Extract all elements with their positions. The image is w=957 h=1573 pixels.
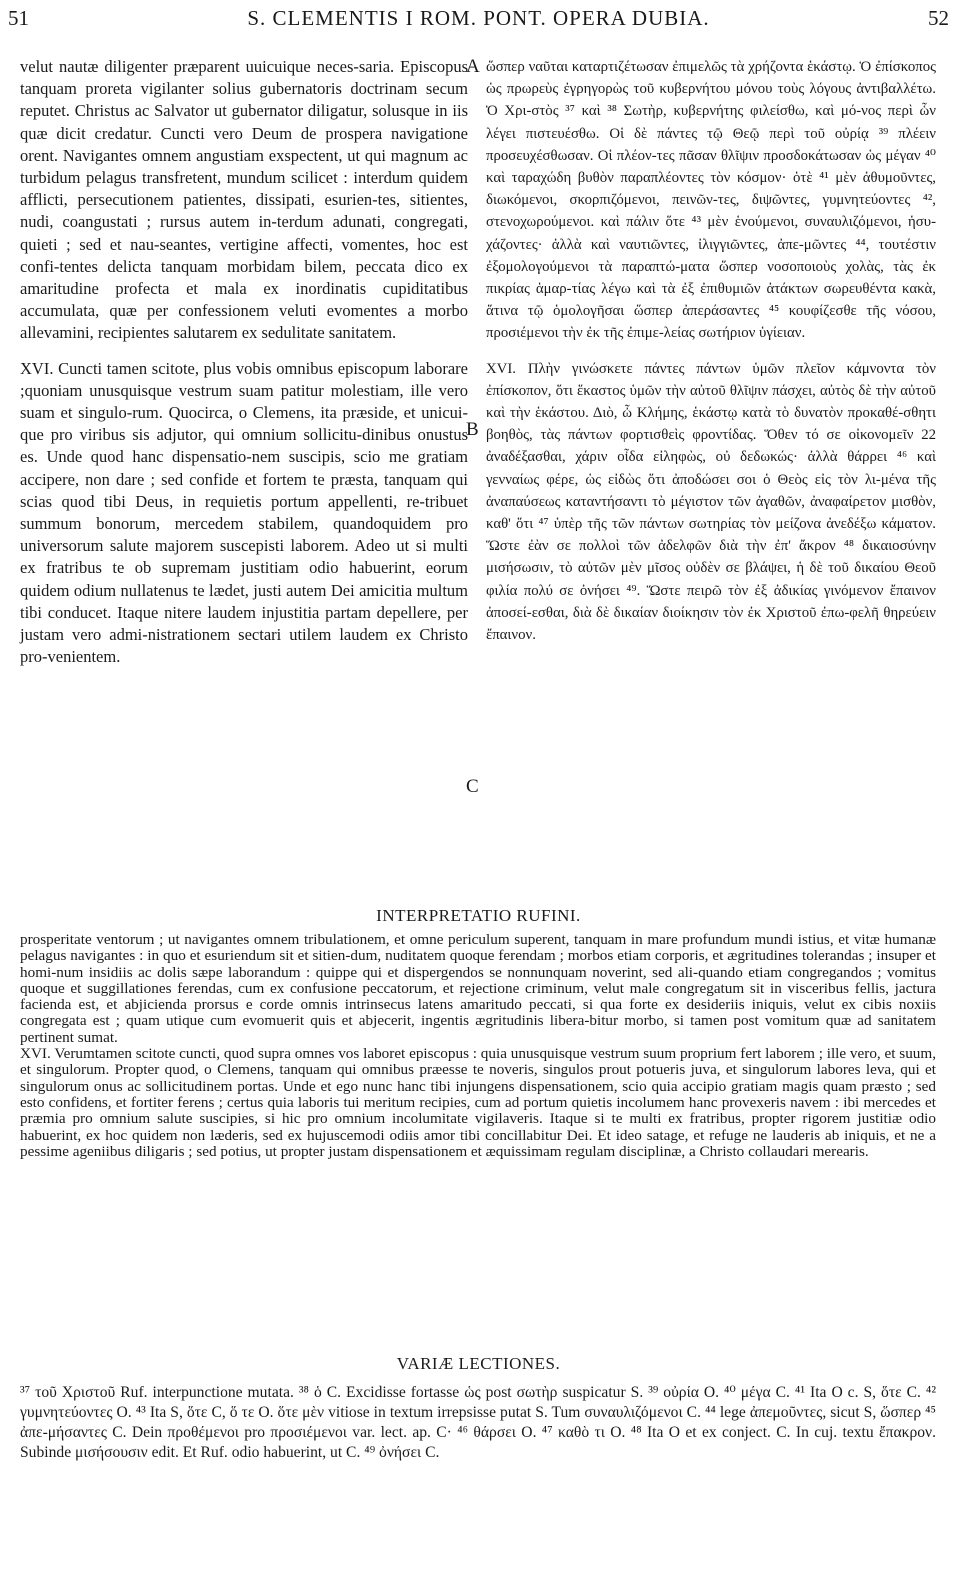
latin-paragraph-2: XVI. Cuncti tamen scitote, plus vobis omnibus episcopum laborare ;quoniam unusquisque vestrum suam patitur molestiam, ille vero suam et singulo-rum. Quocirca, o Clemens, ita præside, et unicui-que pro viribus sis adjutor, qui omnium sollicitu-dinibus onustus es. Unde quod hanc dispensatio-nem suscipis, scio me gratiam accipere, non dare ; sed confide et fortem te præsta, tanquam qui scias quod tibi Deus, in requietis portum appellenti, re-tribuet summum bonorum, mercedem stabilem, quandoquidem pro universorum salute majorem suscepisti laborem. Adeo ut si multi ex fratribus te ob supremam justitiam odio habuerint, eorum quidem odium nullatenus te lædet, justi autem Dei amicitia multum tibi conducet. Itaque nitere laudem injustitia partam depellere, per justam vero admi-nistrationem sectari utilem laudem ex Christo pro-venientem. <box>20 358 468 667</box>
page-number-right: 52 <box>928 6 949 30</box>
greek-column <box>486 56 936 646</box>
rufinus-paragraph-2: XVI. Verumtamen scitote cuncti, quod supra omnes vos laboret episcopus : quia unusquisque vestrum suum proprium fert laborem ; ille vero, et suum, et singulorum. Propter quod, o Clemens, tanquam qui omnibus præesse te noveris, singulos prout potueris juva, et singulorum labores leva, qui et singulorum onus ac sollicitudinem portas. Unde et ego nunc hanc tibi injungens dispensationem, scio quia accipio gratiam magis quam præsto ; sed esto confidens, et fortiter ferens ; certus quia laboris tui meritum recipies, cum ad portum quietis incolumem hanc provexeris navem : ibi mercedes et præmia pro omnium salute suscipies, si hic pro omnium incolumitate vigilaveris. Itaque si te multi ex fratribus, propter rigorem justitiæ odio habuerint, ex hoc quidem non læderis, sed ex hujuscemodi odiis amor tibi concillabitur Dei. Et ideo satage, et refuge ne lauderis ab iniquis, et ne a pessime ageniibus diligaris ; sed potius, ut propter justam dispensationem et æquissimam regulam disciplinæ, a Christo collaudari merearis. <box>20 1045 936 1160</box>
rufinus-paragraph-1: prosperitate ventorum ; ut navigantes omnem tribulationem, et omne periculum superent, tanquam in mare profundum mundi istius, et vitæ humanæ pelagus navigantes : in quo et esuriendum sit et sitien-dum, nuditatem quoque ferendam ; morbos etiam corporis, et ægritudines tolerandas ; insuper et homi-num insidiis ac dolis sæpe laborandum : quippe qui et dispergendos se nonnunquam noverint, sed ali-quando etiam congregandos ; vomitus quoque et suggillationes ferendas, cum ex confusione peccatorum, et rejectione criminum, velut male congregatum sit in visceribus fellis, jactura facienda est, et abjicienda prorsus e corde omnis intrinsecus latens amaritudo peccati, si qua forte ex desideriis iniquis, velut ex cibis noxiis congregata est ; quam utique cum evomuerit quis et abjecerit, ingentis ægritudinis libera-bitur morbo, si tamen post vomitum quæ ad sanitatem pertinent sumat. <box>20 931 936 1046</box>
page-number-left: 51 <box>8 6 29 30</box>
rufinus-text <box>20 932 936 1160</box>
page-header <box>8 6 949 32</box>
greek-paragraph-1: ὥσπερ ναῦται καταρτιζέτωσαν ἐπιμελῶς τὰ χρήζοντα ἑκάστῳ. Ὁ ἐπίσκοπος ὡς πρωρεὺς ἐγρηγορὼς τοῦ κυβερνήτου μόνου τοὺς λόγους ἀντιβαλλέτω. Ὁ Χρι-στὸς ³⁷ καὶ ³⁸ Σωτὴρ, κυβερνήτης φιλείσθω, καὶ μό-νος περὶ ὧν λέγει πιστευέσθω. Οἱ δὲ πάντες τῷ Θεῷ περὶ τοῦ οὐρίᾳ ³⁹ πλέειν προσευχέσθωσαν. Οἱ πλέον-τες πᾶσαν θλῖψιν προσδοκάτωσαν ὡς μέγαν ⁴⁰ καὶ ταραχώδη βυθὸν παραπλέοντες τὸν κόσμον· ὁτὲ ⁴¹ μὲν ἀθυμοῦντες, διωκόμενοι, σκορπιζόμενοι, πεινῶν-τες, διψῶντες, γυμνητεύοντες ⁴², στενοχωρούμενοι. καὶ πάλιν ὅτε ⁴³ μὲν ἑνούμενοι, συναυλιζόμενοι, ἡσυ-χάζοντες· ἀλλὰ καὶ ναυτιῶντες, ἰλιγγιῶντες, ἀπε-μῶντες ⁴⁴, τουτέστιν ἐξομολογούμενοι τὰ παραπτώ-ματα ὥσπερ νοσοποιοὺς χολὰς, τὰς ἐκ πικρίας ἁμαρ-τίας λέγω καὶ τὰ ἐξ ἐπιθυμιῶν ἀτάκτων σωρευθέντα κακὰ, ἅτινα τῷ ὁμολογῆσαι ὥσπερ ἀπεράσαντες ⁴⁵ κουφίζεσθε τῆς νόσου, προσιέμενοι τὴν ἐκ τῆς ἐπιμε-λείας σωτήριον ὑγίειαν. <box>486 59 936 342</box>
running-title: S. CLEMENTIS I ROM. PONT. OPERA DUBIA. <box>247 6 710 30</box>
latin-column <box>20 56 468 668</box>
margin-letter-a: A <box>466 56 480 77</box>
margin-letter-b: B <box>466 419 479 440</box>
margin-letter-c: C <box>466 776 479 797</box>
rufinus-title: INTERPRETATIO RUFINI. <box>376 906 581 925</box>
latin-paragraph-1: velut nautæ diligenter præparent uuicuique neces-saria. Episcopus tanquam proreta vigilanter solius gubernatoris doctrinam secum reputet. Christus ac Salvator ut gubernator diligatur, solusque in iis quæ dicit credatur. Cuncti vero Deum de prospera navigatione orent. Navigantes omnem angustiam exspectent, ut qui magnum ac turbidum pelagus transfretent, mundum scilicet : interdum quidem afflicti, persecutionem patientes, dissipati, esurien-tes, sitientes, nudi, coangustati ; rursus autem in-terdum adunati, congregati, quieti ; sed et nau-seantes, vertigine affecti, vomentes, hoc est confi-tentes delicta tanquam morbidam bilem, peccata dico ex amaritudine profecta et mala ex inordinatis cupiditatibus accumulata, quæ per confessionem veluti evomentes a morbo allevamini, recipientes salutarem ex sedulitate sanitatem. <box>20 57 468 343</box>
variae-title: VARIÆ LECTIONES. <box>396 1354 561 1373</box>
variae-lectiones-notes: ³⁷ τοῦ Χριστοῦ Ruf. interpunctione mutata. ³⁸ ὁ C. Excidisse fortasse ὡς post σωτὴρ suspicatur S. ³⁹ οὐρία O. ⁴⁰ μέγα C. ⁴¹ Ita O c. S, ὅτε C. ⁴² γυμνητεύοντες O. ⁴³ Ita S, ὅτε C, ὅ τε O. ὅτε μὲν vitiose in textum irrepsisse putat S. Tum συναυλιζόμενοι C. ⁴⁴ lege ἀπεμοῦντες, sicut S, ὥσπερ ⁴⁵ ἀπε-μήσαντες C. Dein προθέμενοι pro προσιέμενοι var. lect. ap. C· ⁴⁶ θάρσει O. ⁴⁷ καθὸ τι O. ⁴⁸ Ita O et ex conject. C. In cuj. textu ἔπακρον. Subinde μισήσουσιν edit. Et Ruf. odio habuerint, ut C. ⁴⁹ ὀνήσει C. <box>20 1384 936 1461</box>
greek-paragraph-2: XVI. Πλὴν γινώσκετε πάντες πάντων ὑμῶν πλεῖον κάμνοντα τὸν ἐπίσκοπον, ὅτι ἕκαστος ὑμῶν τὴν αὐτοῦ θλῖψιν πάσχει, αὐτὸς δὲ τὴν αὐτοῦ καὶ τὴν ἑκάστου. Διὸ, ὦ Κλήμης, ἑκάστῳ κατὰ τὸ δυνατὸν προκαθέ-σθητι βοηθὸς, τὰς πάντων φορτισθεὶς φροντίδας. Ὅθεν τό σε οἰκονομεῖν 22 ἀναδέξασθαι, χάριν οἶδα εἰληφὼς, οὐ δεδωκώς· ἀλλὰ θάρρει ⁴⁶ καὶ γενναίως φέρε, ὡς εἰδὼς ὅτι ἀποδώσει σοι ὁ Θεὸς εἰς τὸν λι-μένα τῆς ἀναπαύσεως καταντήσαντι τὸ μέγιστον τῶν ἀγαθῶν, ἀναφαίρετον μισθὸν, καθ' ὅτι ⁴⁷ ὑπὲρ τῆς τῶν πάντων σωτηρίας τὸν μείζονα ἀνεδέξω κάματον. Ὥστε ἐὰν σε πολλοὶ τῶν ἀδελφῶν διὰ τὴν ἐπ' ἄκρον ⁴⁸ δικαιοσύνην μισήσωσιν, τὸ αὐτῶν μὲν μῖσος οὐδὲν σε βλάψει, ἡ δὲ τοῦ δικαίου Θεοῦ φιλία πολύ σε ὀνήσει ⁴⁹. Ὥστε πειρῶ τὸν ἐξ ἀδικίας γινόμενον ἔπαινον ἀποσεί-εσθαι, διὰ δὲ δικαίαν διοίκησιν τὸν ἐκ Χριστοῦ ἐπω-φελῆ θηρεύειν ἔπαινον. <box>486 360 936 644</box>
